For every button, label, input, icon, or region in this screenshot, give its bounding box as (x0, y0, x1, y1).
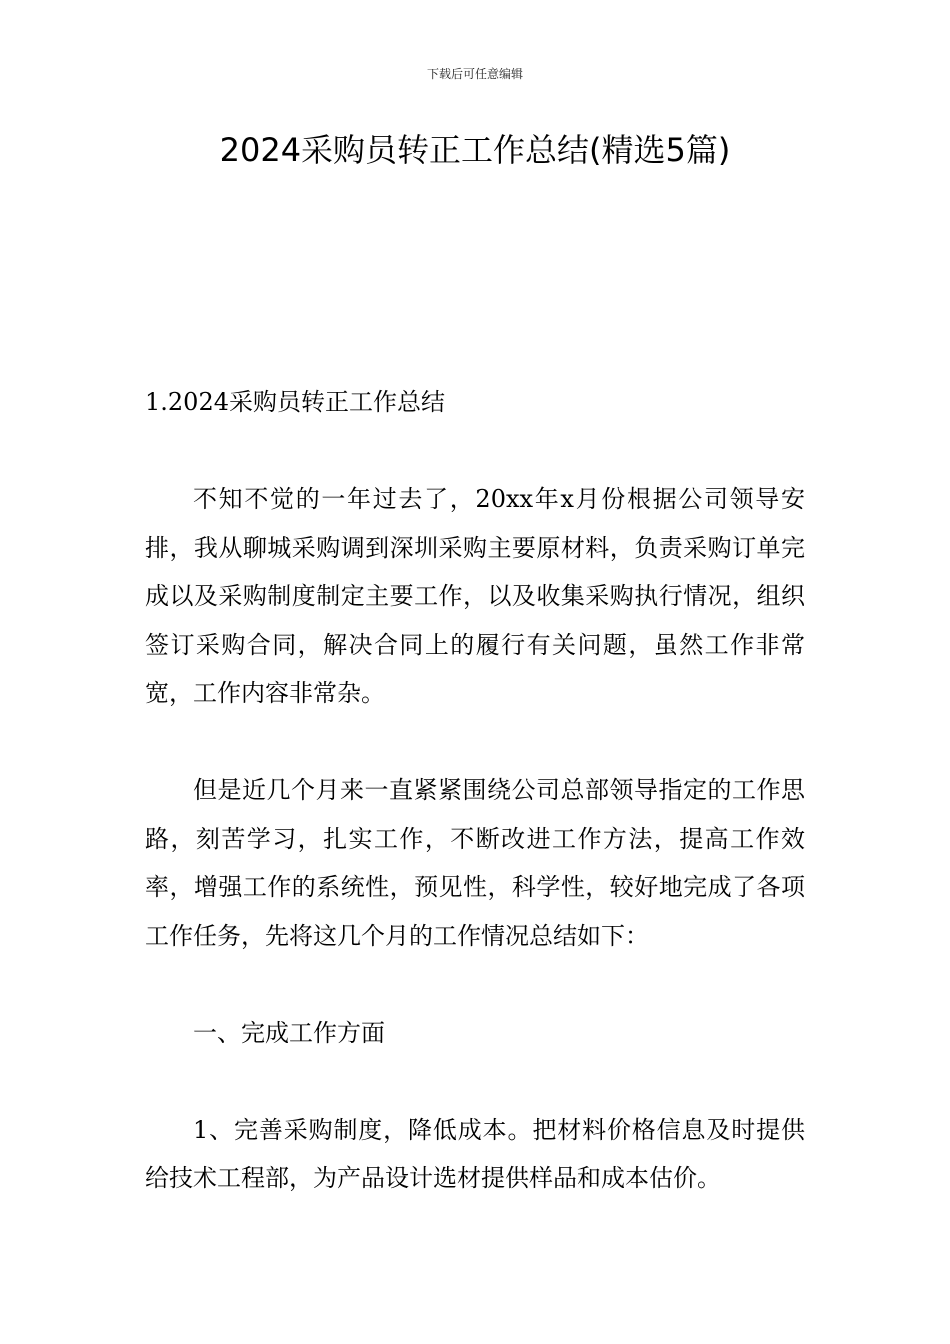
section-heading: 1.2024采购员转正工作总结 (145, 388, 445, 416)
document-body (145, 378, 805, 1203)
paragraph-1: 不知不觉的一年过去了，20xx年x月份根据公司领导安排，我从聊城采购调到深圳采购主要原材料，负责采购订单完成以及采购制度制定主要工作，以及收集采购执行情况，组织签订采购合同，解决合同上的履行有关问题，虽然工作非常宽，工作内容非常杂。 (145, 485, 805, 707)
paragraph-2: 但是近几个月来一直紧紧围绕公司总部领导指定的工作思路，刻苦学习，扎实工作，不断改进工作方法，提高工作效率，增强工作的系统性，预见性，科学性，较好地完成了各项工作任务，先将这几个月的工作情况总结如下： (145, 776, 805, 950)
document-title: 2024采购员转正工作总结(精选5篇) (219, 131, 731, 169)
subheading-work-completed: 一、完成工作方面 (193, 1018, 385, 1047)
page-header-note: 下载后可任意编辑 (426, 67, 523, 81)
paragraph-3: 1、完善采购制度，降低成本。把材料价格信息及时提供给技术工程部，为产品设计选材提供样品和成本估价。 (145, 1115, 805, 1192)
